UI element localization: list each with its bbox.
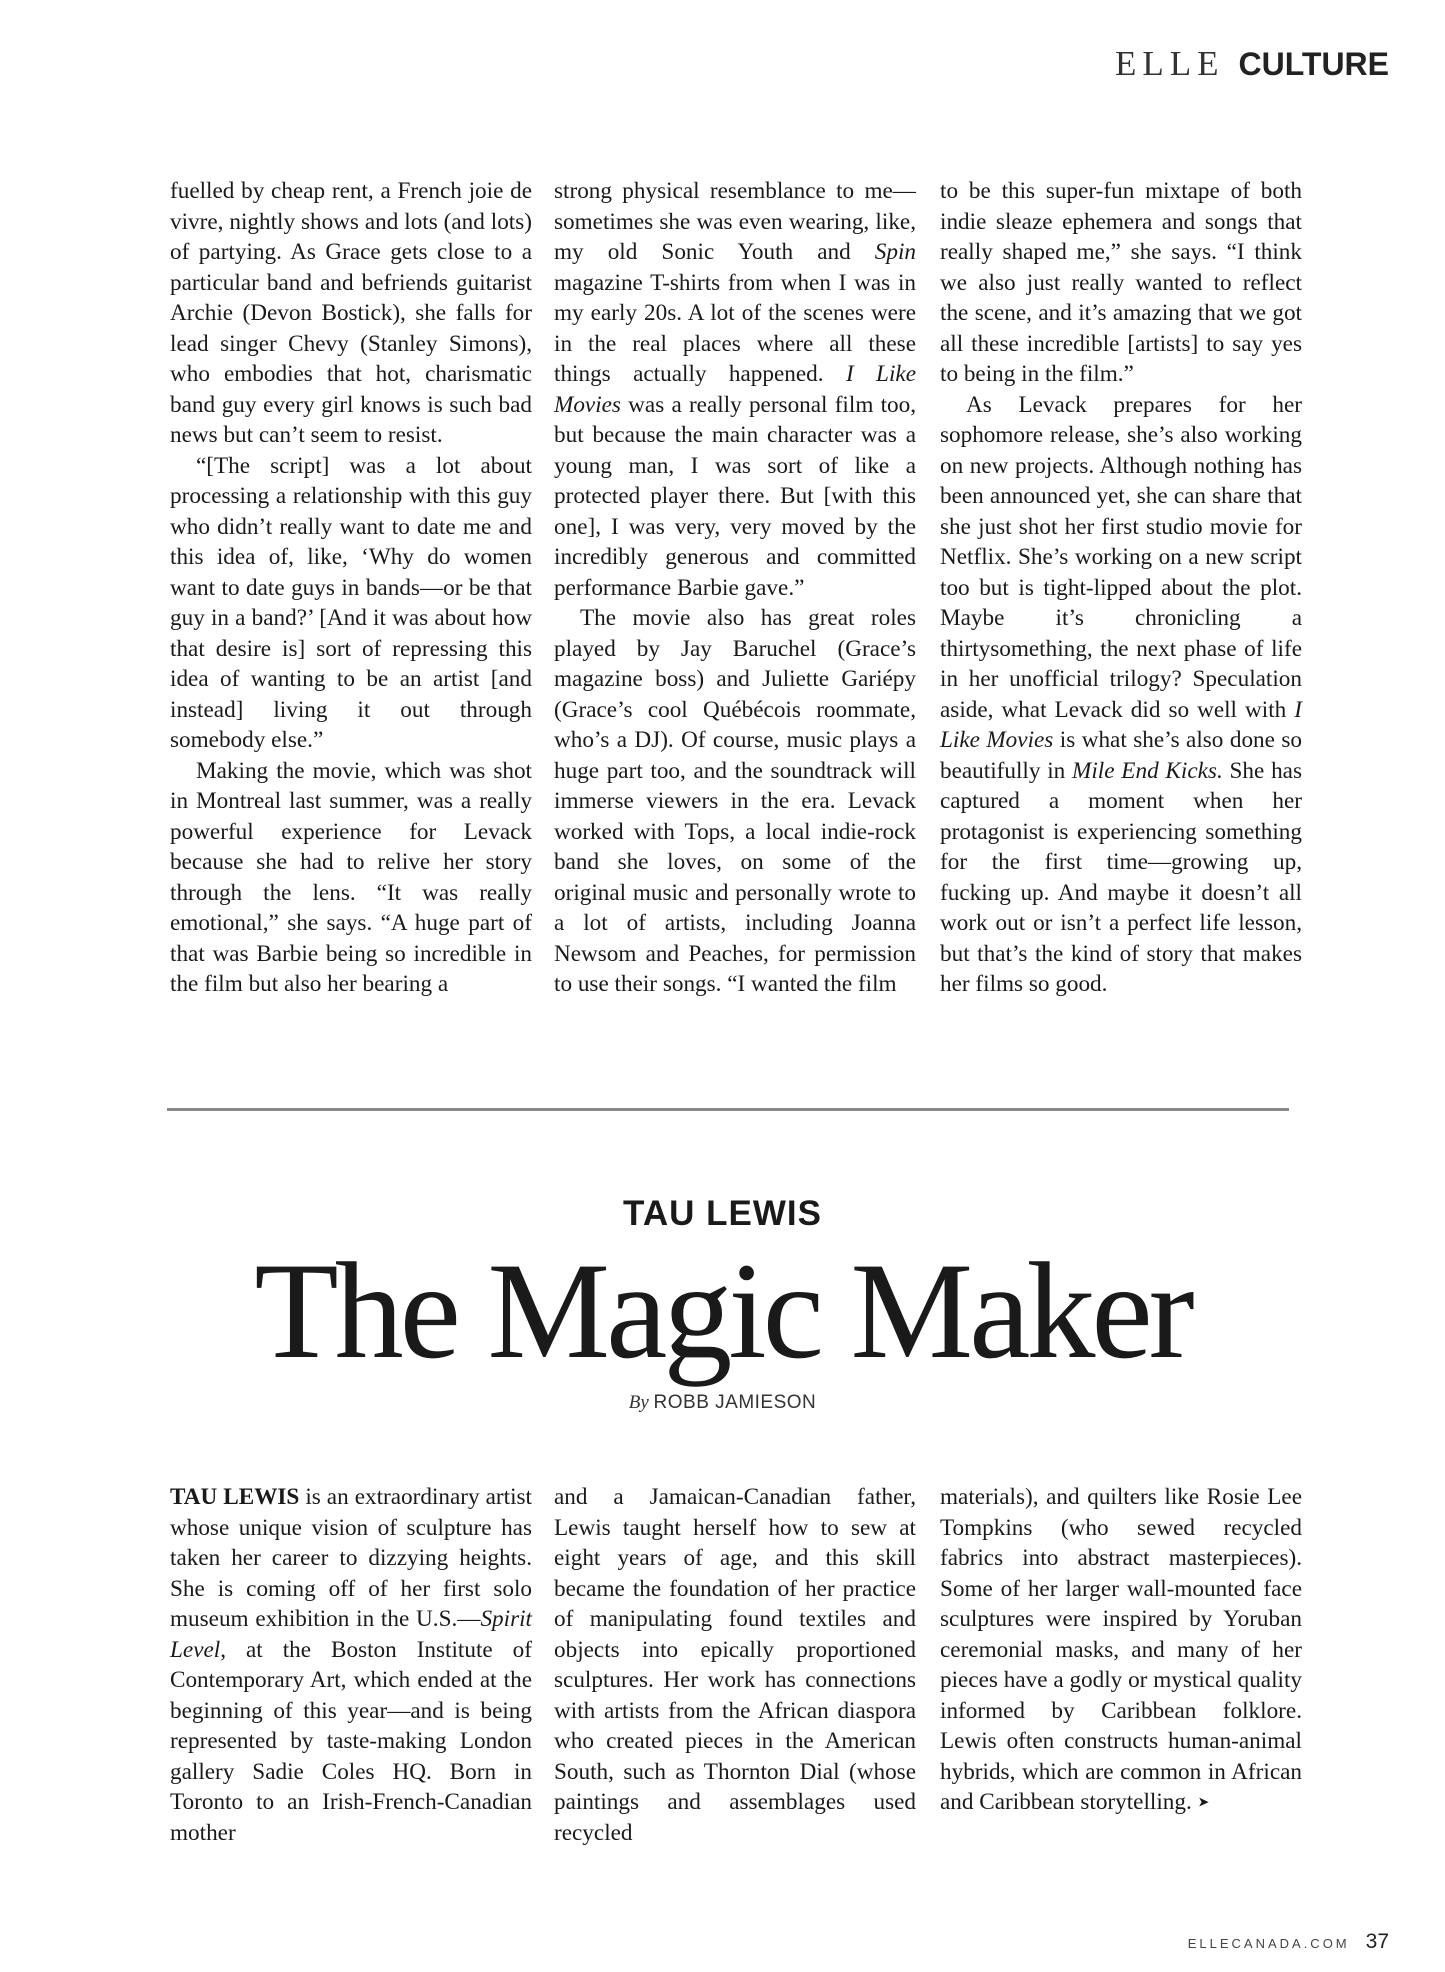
section-divider (167, 1108, 1289, 1111)
article1-column-1 (170, 176, 532, 1000)
paragraph: Making the movie, which was shot in Montreal last summer, was a really powerful experience for Levack because she had to relive her story through the lens. “It was really emotional,” she says. “A huge part of that was Barbie being so incredible in the film but also her bearing a (170, 757, 532, 997)
paragraph: fuelled by cheap rent, a French joie de vivre, nightly shows and lots (and lots) of partying. As Grace gets close to a particular band and befriends guitarist Archie (Devon Bostick), she falls for lead singer Chevy (Stanley Simons), who embodies that hot, charismatic band guy every girl knows is such bad news but can’t seem to resist. (170, 178, 532, 448)
paragraph (170, 1482, 532, 1848)
text-run: As Levack prepares for her sophomore release, she’s also working on new projects. Although nothing has been announced yet, she can share that she just shot her first studio movie for Netflix. She’s working on a new script too but is tight-lipped about the plot. Maybe it’s chronicling a thirtysomething, the next phase of life in her unofficial trilogy? Speculation aside, what Levack did so well with (940, 391, 1302, 723)
paragraph (554, 176, 916, 603)
section-label: CULTURE (1238, 46, 1389, 82)
film-title: Mile End Kicks. (1072, 757, 1223, 784)
text-run: strong physical resemblance to me—sometimes she was even wearing, like, my old Sonic Youth and (554, 178, 916, 265)
article2-column-3 (940, 1482, 1302, 1819)
exhibition-title: Spirit Level (170, 1606, 532, 1663)
text-run: is what she’s also done so beautifully in (940, 727, 1302, 784)
article-kicker: TAU LEWIS (623, 1194, 822, 1233)
paragraph (940, 1482, 1302, 1819)
text-run: is an extraordinary artist whose unique vision of sculpture has taken her career to dizzying heights. She is coming off of her first solo museum exhibition in the U.S.— (170, 1484, 532, 1632)
text-run: was a really personal film too, but because the main character was a young man, I was sort of like a protected player there. But [with this one], I was very, very moved by the incredibly generous and committed performance Barbie gave.” (554, 391, 916, 601)
page-number: 37 (1365, 1930, 1389, 1953)
brand-logo: ELLE (1114, 44, 1225, 83)
article1-column-3 (940, 176, 1302, 1000)
article1-column-2 (554, 176, 916, 1000)
continue-arrow-icon: ➤ (1197, 1795, 1210, 1811)
text-run: magazine T-shirts from when I was in my early 20s. A lot of the scenes were in the real places where all these things actually happened. (554, 269, 916, 387)
text-run: She has captured a moment when her protagonist is experiencing something for the first time—growing up, fucking up. And maybe it doesn’t all work out or isn’t a perfect life lesson, but that’s the kind of story that makes her films so good. (940, 757, 1302, 997)
paragraph (940, 390, 1302, 1000)
page-header (1115, 44, 1389, 84)
film-title: I Like Movies (940, 696, 1302, 753)
byline-prefix: By (628, 1392, 649, 1413)
text-run: , at the Boston Institute of Contemporary Art, which ended at the beginning of this year—and is being represented by taste-making London gallery Sadie Coles HQ. Born in Toronto to an Irish-French-Canadian mother (170, 1636, 532, 1846)
text-run: materials), and quilters like Rosie Lee Tompkins (who sewed recycled fabrics into abstract masterpieces). Some of her larger wall-mounted face sculptures were inspired by Yoruban ceremonial masks, and many of her pieces have a godly or mystical quality informed by Caribbean folklore. Lewis often constructs human-animal hybrids, which are common in African and Caribbean storytelling. (940, 1484, 1302, 1815)
film-title: I Like Movies (554, 361, 916, 418)
byline-author: ROBB JAMIESON (653, 1392, 817, 1413)
article2-column-2 (554, 1482, 916, 1848)
publication-title: Spin (874, 239, 916, 265)
article2-column-1 (170, 1482, 532, 1848)
paragraph: “[The script] was a lot about processing a relationship with this guy who didn’t really want to date me and this idea of, like, ‘Why do women want to date guys in bands—or be that guy in a band?’ [And it was about how that desire is] sort of repressing this idea of wanting to be an artist [and instead] living it out through somebody else.” (170, 452, 532, 753)
lead-in: TAU LEWIS (170, 1484, 300, 1510)
paragraph: and a Jamaican-Canadian father, Lewis taught herself how to sew at eight years of age, and this skill became the foundation of her practice of manipulating found textiles and objects into epically proportioned sculptures. Her work has connections with artists from the African diaspora who created pieces in the American South, such as Thornton Dial (whose paintings and assemblages used recycled (554, 1484, 916, 1846)
website-url[interactable]: ELLECANADA.COM (1187, 1936, 1350, 1951)
byline (0, 1392, 1445, 1414)
paragraph: to be this super-fun mixtape of both indie sleaze ephemera and songs that really shaped me,” she says. “I think we also just really wanted to reflect the scene, and it’s amazing that we got all these incredible [artists] to say yes to being in the film.” (940, 178, 1302, 387)
page-footer (1188, 1930, 1389, 1954)
paragraph: The movie also has great roles played by Jay Baruchel (Grace’s magazine boss) and Juliette Gariépy (Grace’s cool Québécois roommate, who’s a DJ). Of course, music plays a huge part too, and the soundtrack will immerse viewers in the era. Levack worked with Tops, a local indie-rock band she loves, on some of the original music and personally wrote to a lot of artists, including Joanna Newsom and Peaches, for permission to use their songs. “I wanted the film (554, 605, 916, 997)
article-headline: The Magic Maker (254, 1234, 1191, 1387)
